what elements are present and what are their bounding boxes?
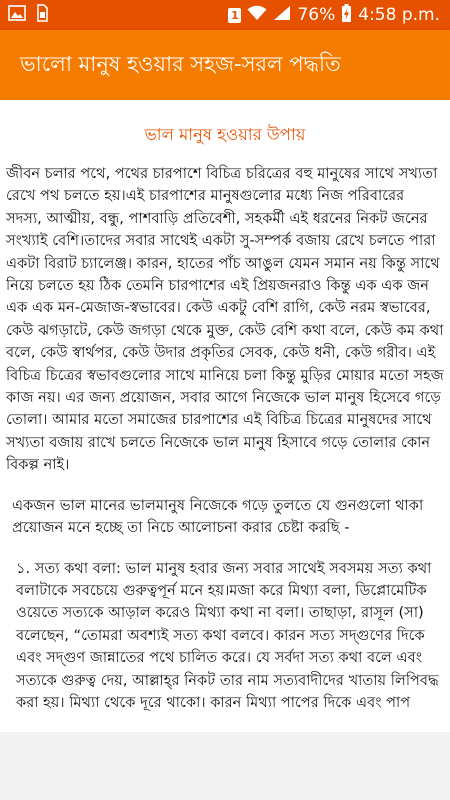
battery-percentage: 76% [297,5,336,25]
article-paragraph-intro: জীবন চলার পথে, পথের চারপাশে বিচিত্র চরিত্রের বহু মানুষের সাথে সখ্যতা রেখে পথ চলতে হয়।এই চারপাশের মানুষগুলোর মধ্যে নিজ পরিবারের সদস্য, আত্মীয়, বন্ধু, পাশবাড়ি প্রতিবেশী, সহকর্মী এই ধরনের নিকট জনের সংখ্যাই বেশি।তাদের সবার সাথেই একটা সু-সম্পর্ক বজায় রেখে চলতে পারা একটা বিরাট চ্যালেঞ্জ। কারন, হাতের পাঁচ আঙুল যেমন সমান নয় কিন্তু সাথে নিয়ে চলতে হয় ঠিক তেমনি চারপাশের এই প্রিয়জনরাও কিন্তু এক এক জন এক এক মন-মেজাজ-স্বভাবের। কেউ একটু বেশি রাগি, কেউ নরম স্বভাবের, কেউ ঝগড়াটে, কেউ জগড়া থেকে মুক্ত, কেউ বেশি কথা বলে, কেউ কম কথা বলে, কেউ স্বার্থপর, কেউ উদার প্রকৃতির সেবক, কেউ ধনী, কেউ গরীব। এই বিচিত্র চিত্রের স্বভাবগুলোর সাথে মানিয়ে চলা কিন্তু মুড়ির মোয়ার মতো সহজ কাজ নয়। এর জন্য প্রয়োজন, সবার আগে নিজেকে ভাল মানুষ হিসেবে গড়ে তোলা। আমার মতো সমাজের চারপাশের এই বিচিত্র চিত্রের মানুষদের সাথে সখ্যতা বজায় রাখে চলতে নিজেকে ভাল মানুষ হিসাবে গড়ে তোলার কোন বিকল্প নাই। [6,165,444,474]
article-title: ভাল মানুষ হওয়ার উপায় [144,125,306,144]
notification-count-badge: 1 [228,8,241,23]
status-bar [0,0,450,30]
signal-icon [273,5,291,26]
article-paragraph-truthfulness: ১. সত্য কথা বলা: ভাল মানুষ হবার জন্য সবার সাথেই সবসময় সত্য কথা বলাটাকে সবচেয়ে গুরুত্বপূর্ন মনে হয়।মজা করে মিথ্যা বলা, ডিপ্লোমেটিক ওয়েতে সত্যকে আড়াল করেও মিথ্যা কথা না বলা। তাছাড়া, রাসূল (সা) বলেছেন, “তোমরা অবশ্যই সত্য কথা বলবে। কারন সত্য সদ্গুণের দিকে এবং সদ্গুণ জান্নাতের পথে চালিত করে। যে সর্বদা সত্য কথা বলে এবং সত্যকে গুরুত্ব দেয়, আল্লাহ্‌র নিকট তার নাম সত্যবাদীদের খাতায় লিপিবদ্ধ করা হয়। মিথ্যা থেকে দূরে থাকো। কারন মিথ্যা পাপের দিকে এবং পাপ [16,559,439,711]
app-title: ভালো মানুষ হওয়ার সহজ-সরল পদ্ধতি [20,51,341,76]
image-notification-icon [8,5,26,25]
clock: 4:58 p.m. [358,5,440,25]
bottom-empty-area [0,732,450,800]
article-content[interactable] [0,100,450,732]
battery-charging-icon [341,4,352,27]
wifi-icon [247,5,267,26]
app-bar [0,30,450,100]
sim-card-icon [36,4,48,26]
article-paragraph-qualities: একজন ভাল মানের ভালমানুষ নিজেকে গড়ে তুলতে যে গুনগুলো থাকা প্রয়োজন মনে হচ্ছে তা নিচে আলোচনা করার চেষ্টা করছি - [12,496,424,537]
